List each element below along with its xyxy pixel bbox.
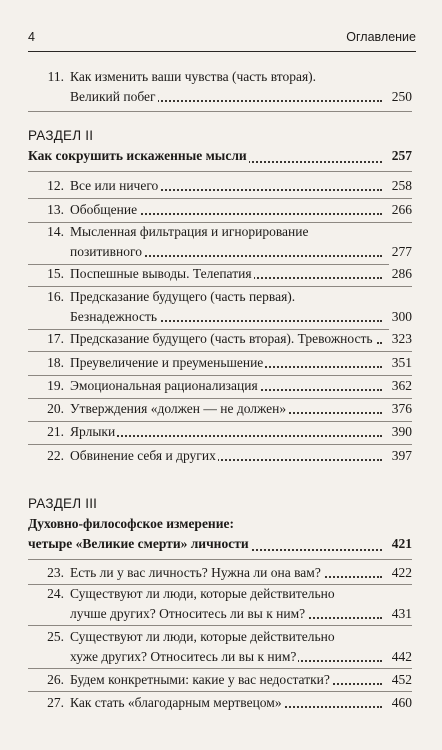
- toc-entry: [26, 353, 412, 373]
- entry-divider: [28, 668, 412, 669]
- entry-number: 20.: [47, 401, 64, 416]
- toc-entry: [26, 584, 412, 624]
- entry-number: 11.: [47, 69, 64, 84]
- entry-number: 19.: [47, 378, 64, 393]
- entry-body: [70, 627, 412, 667]
- entry-number: 24.: [47, 586, 64, 601]
- toc-entry: [26, 399, 412, 419]
- entry-number: 15.: [47, 266, 64, 281]
- entry-body: [70, 329, 412, 349]
- entry-body: [70, 446, 412, 466]
- entry-page: 257: [389, 148, 412, 164]
- toc-line: [70, 87, 412, 107]
- toc-line: [70, 264, 412, 284]
- entry-divider: [28, 351, 412, 352]
- entry-text: Существуют ли люди, которые действительно: [70, 629, 335, 644]
- entry-body: [70, 264, 412, 284]
- entry-text: Обобщение: [70, 202, 138, 217]
- entry-text: Существуют ли люди, которые действительно: [70, 586, 335, 601]
- page-number: 4: [28, 30, 35, 44]
- entry-body: [70, 176, 412, 196]
- entry-body: [70, 399, 412, 419]
- entry-page: 452: [389, 670, 412, 690]
- toc-entry: [26, 693, 412, 713]
- entry-body: [70, 200, 412, 220]
- toc-line: [70, 200, 412, 220]
- entry-body: [70, 670, 412, 690]
- toc-entry: [26, 446, 412, 466]
- entry-divider: [28, 691, 412, 692]
- entry-number: 17.: [47, 331, 64, 346]
- entry-text: Поспешные выводы. Телепатия: [70, 266, 252, 281]
- toc-line: [70, 399, 412, 419]
- entry-text: позитивного: [70, 244, 142, 259]
- entry-divider: [28, 559, 412, 560]
- toc-line: [70, 422, 412, 442]
- entry-text: Безнадежность: [70, 309, 158, 324]
- toc-line: [70, 67, 412, 87]
- entry-page: 323: [389, 329, 412, 349]
- entry-body: [70, 422, 412, 442]
- entry-body: [70, 222, 412, 262]
- entry-page: 286: [389, 264, 412, 284]
- toc-entry: [26, 329, 412, 349]
- entry-page: 442: [389, 647, 412, 667]
- running-header: [28, 30, 416, 48]
- toc-line: [70, 670, 412, 690]
- entry-page: 266: [389, 200, 412, 220]
- toc-line: [70, 376, 412, 396]
- entry-number: 26.: [47, 672, 64, 687]
- toc-line: [70, 307, 412, 327]
- entry-page: 422: [389, 563, 412, 583]
- entry-body: [70, 67, 412, 107]
- entry-page: 397: [389, 446, 412, 466]
- entry-number: 13.: [47, 202, 64, 217]
- entry-number: 27.: [47, 695, 64, 710]
- entry-text: четыре «Великие смерти» личности: [28, 536, 249, 551]
- entry-text: Предсказание будущего (часть первая).: [70, 289, 296, 304]
- entry-number: 12.: [47, 178, 64, 193]
- section-title: [28, 148, 412, 168]
- entry-page: 421: [389, 536, 412, 552]
- entry-text: Обвинение себя и других: [70, 448, 216, 463]
- entry-body: [70, 376, 412, 396]
- entry-text: Великий побег: [70, 89, 156, 104]
- entry-page: 351: [389, 353, 412, 373]
- entry-text: Как изменить ваши чувства (часть вторая).: [70, 69, 317, 84]
- entry-text: Духовно-философское измерение:: [28, 516, 234, 531]
- entry-text: Ярлыки: [70, 424, 116, 439]
- entry-text: Как сокрушить искаженные мысли: [28, 148, 247, 163]
- toc-entry: [26, 422, 412, 442]
- toc-line: [70, 287, 412, 307]
- entry-page: 431: [389, 604, 412, 624]
- entry-body: [70, 563, 412, 583]
- entry-page: 300: [389, 307, 412, 327]
- entry-page: 390: [389, 422, 412, 442]
- toc-entry: [26, 67, 412, 107]
- entry-body: [70, 584, 412, 624]
- entry-number: 16.: [47, 289, 64, 304]
- toc-line: [70, 329, 412, 349]
- entry-divider: [28, 444, 412, 445]
- entry-text: Как стать «благодарным мертвецом»: [70, 695, 282, 710]
- toc-line: [70, 604, 412, 624]
- toc-entry: [26, 222, 412, 262]
- entry-text: Мысленная фильтрация и игнорирование: [70, 224, 309, 239]
- entry-number: 21.: [47, 424, 64, 439]
- entry-text: Будем конкретными: какие у вас недостатки?: [70, 672, 330, 687]
- entry-text: Эмоциональная рационализация: [70, 378, 258, 393]
- toc-line: [70, 693, 412, 713]
- entry-number: 25.: [47, 629, 64, 644]
- toc-line: [28, 516, 412, 536]
- toc-entry: [26, 287, 412, 327]
- toc-line: [70, 584, 412, 604]
- toc-entry: [26, 200, 412, 220]
- entry-number: 14.: [47, 224, 64, 239]
- entry-text: Все или ничего: [70, 178, 159, 193]
- entry-page: 376: [389, 399, 412, 419]
- entry-text: лучше других? Относитесь ли вы к ним?: [70, 606, 306, 621]
- entry-text: Преувеличение и преуменьшение: [70, 355, 264, 370]
- toc-line: [70, 242, 412, 262]
- entry-page: 250: [389, 87, 412, 107]
- entry-page: 460: [389, 693, 412, 713]
- entry-divider: [28, 171, 412, 172]
- entry-text: Предсказание будущего (часть вторая). Тревожность: [70, 331, 373, 346]
- entry-number: 23.: [47, 565, 64, 580]
- toc-line: [70, 222, 412, 242]
- toc-entry: [26, 264, 412, 284]
- entry-page: 277: [389, 242, 412, 262]
- section-title: [28, 516, 412, 556]
- entry-divider: [28, 111, 412, 112]
- toc-line: [70, 563, 412, 583]
- toc-entry: [26, 376, 412, 396]
- entry-text: Есть ли у вас личность? Нужна ли она вам?: [70, 565, 321, 580]
- toc-entry: [26, 563, 412, 583]
- entry-text: Утверждения «должен — не должен»: [70, 401, 287, 416]
- toc-entry: [26, 670, 412, 690]
- entry-page: 258: [389, 176, 412, 196]
- entry-body: [70, 287, 412, 327]
- entry-number: 22.: [47, 448, 64, 463]
- toc-line: [70, 176, 412, 196]
- entry-body: [70, 353, 412, 373]
- section-label: РАЗДЕЛ II: [28, 128, 94, 143]
- entry-divider: [28, 625, 412, 626]
- entry-number: 18.: [47, 355, 64, 370]
- entry-body: [70, 693, 412, 713]
- toc-line: [28, 148, 412, 168]
- entry-divider: [28, 198, 412, 199]
- toc-entry: [26, 627, 412, 667]
- toc-line: [70, 647, 412, 667]
- toc-line: [70, 446, 412, 466]
- toc-entry: [26, 176, 412, 196]
- toc-line: [70, 353, 412, 373]
- header-rule: [28, 51, 416, 52]
- toc-line: [70, 627, 412, 647]
- entry-page: 362: [389, 376, 412, 396]
- running-title: Оглавление: [346, 30, 416, 44]
- entry-text: хуже других? Относитесь ли вы к ним?: [70, 649, 297, 664]
- toc-line: [28, 536, 412, 556]
- section-label: РАЗДЕЛ III: [28, 496, 98, 511]
